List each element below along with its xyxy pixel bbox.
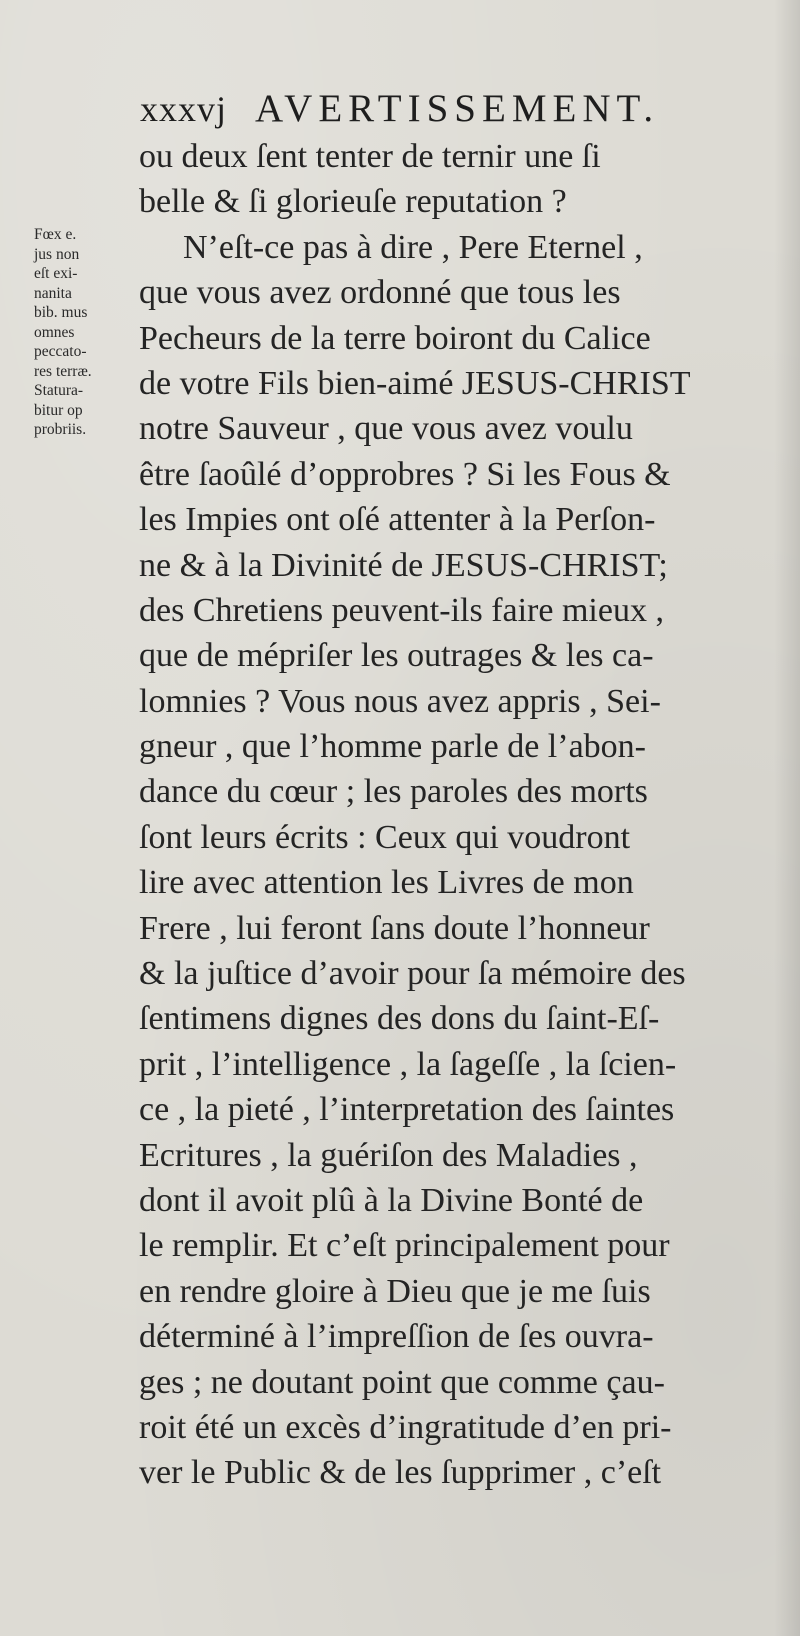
- text-line: N’eſt-ce pas à dire , Pere Eternel ,: [183, 228, 643, 266]
- text-line: ver le Public & de les ſupprimer , c’eſt: [139, 1454, 662, 1492]
- text-line: ou deux ſent tenter de ternir une ſi: [139, 138, 601, 175]
- text-line: ges ; ne doutant point que comme çau-: [139, 1363, 665, 1401]
- margin-note-line: res terræ.: [34, 362, 92, 380]
- margin-note-line: peccato-: [34, 343, 87, 360]
- margin-note-line: nanita: [34, 284, 72, 302]
- text-line: gneur , que l’homme parle de l’abon-: [139, 728, 646, 766]
- text-line: roit été un excès d’ingratitude d’en pri-: [139, 1408, 672, 1446]
- text-line: être ſaoûlé d’opprobres ? Si les Fous &: [139, 455, 671, 493]
- margin-note-line: Statura-: [34, 382, 84, 399]
- margin-note-line: omnes: [34, 323, 75, 341]
- margin-note-line: bib. mus: [34, 304, 88, 321]
- text-line: que vous avez ordonné que tous les: [139, 274, 621, 312]
- text-line: les Impies ont oſé attenter à la Perſon-: [139, 501, 656, 539]
- text-line: belle & ſi glorieuſe reputation ?: [139, 183, 567, 221]
- text-line: ce , la pieté , l’interpretation des ſaintes: [139, 1091, 675, 1129]
- text-line: ne & à la Divinité de JESUS-CHRIST;: [139, 546, 668, 584]
- text-line: lomnies ? Vous nous avez appris , Sei-: [139, 682, 661, 720]
- text-line: & la juſtice d’avoir pour ſa mémoire des: [139, 955, 686, 993]
- text-line: prit , l’intelligence , la ſageſſe , la ſcien-: [139, 1045, 677, 1083]
- text-line: ſont leurs écrits : Ceux qui voudront: [139, 818, 631, 856]
- marginal-note: [34, 225, 134, 440]
- text-line: ſentimens dignes des dons du ſaint-Eſ-: [139, 1000, 660, 1038]
- text-line: Pecheurs de la terre boiront du Calice: [139, 319, 651, 357]
- text-line: en rendre gloire à Dieu que je me ſuis: [139, 1272, 651, 1310]
- running-title: AVERTISSEMENT.: [255, 87, 660, 130]
- text-line: que de mépriſer les outrages & les ca-: [139, 637, 654, 675]
- text-line: Frere , lui feront ſans doute l’honneur: [139, 909, 650, 947]
- text-line: des Chretiens peuvent-ils faire mieux ,: [139, 591, 664, 629]
- text-line: dont il avoit plû à la Divine Bonté de: [139, 1181, 644, 1219]
- margin-note-line: eſt exi-: [34, 265, 78, 282]
- text-line: lire avec attention les Livres de mon: [139, 864, 634, 902]
- margin-note-line: jus non: [34, 245, 80, 263]
- page-number: xxxvj: [140, 89, 228, 129]
- text-line: dance du cœur ; les paroles des morts: [139, 773, 648, 811]
- page-header: [140, 86, 659, 131]
- text-line: le remplir. Et c’eſt principalement pour: [139, 1227, 670, 1265]
- text-line: notre Sauveur , que vous avez voulu: [139, 410, 633, 448]
- body-text: [139, 134, 789, 1496]
- margin-note-line: bitur op: [34, 401, 83, 419]
- text-line: Ecritures , la guériſon des Maladies ,: [139, 1136, 638, 1174]
- margin-note-line: probriis.: [34, 421, 87, 438]
- text-line: de votre Fils bien-aimé JESUS-CHRIST: [139, 364, 691, 402]
- text-line: déterminé à l’impreſſion de ſes ouvra-: [139, 1318, 654, 1356]
- margin-note-line: Fœx e.: [34, 226, 77, 243]
